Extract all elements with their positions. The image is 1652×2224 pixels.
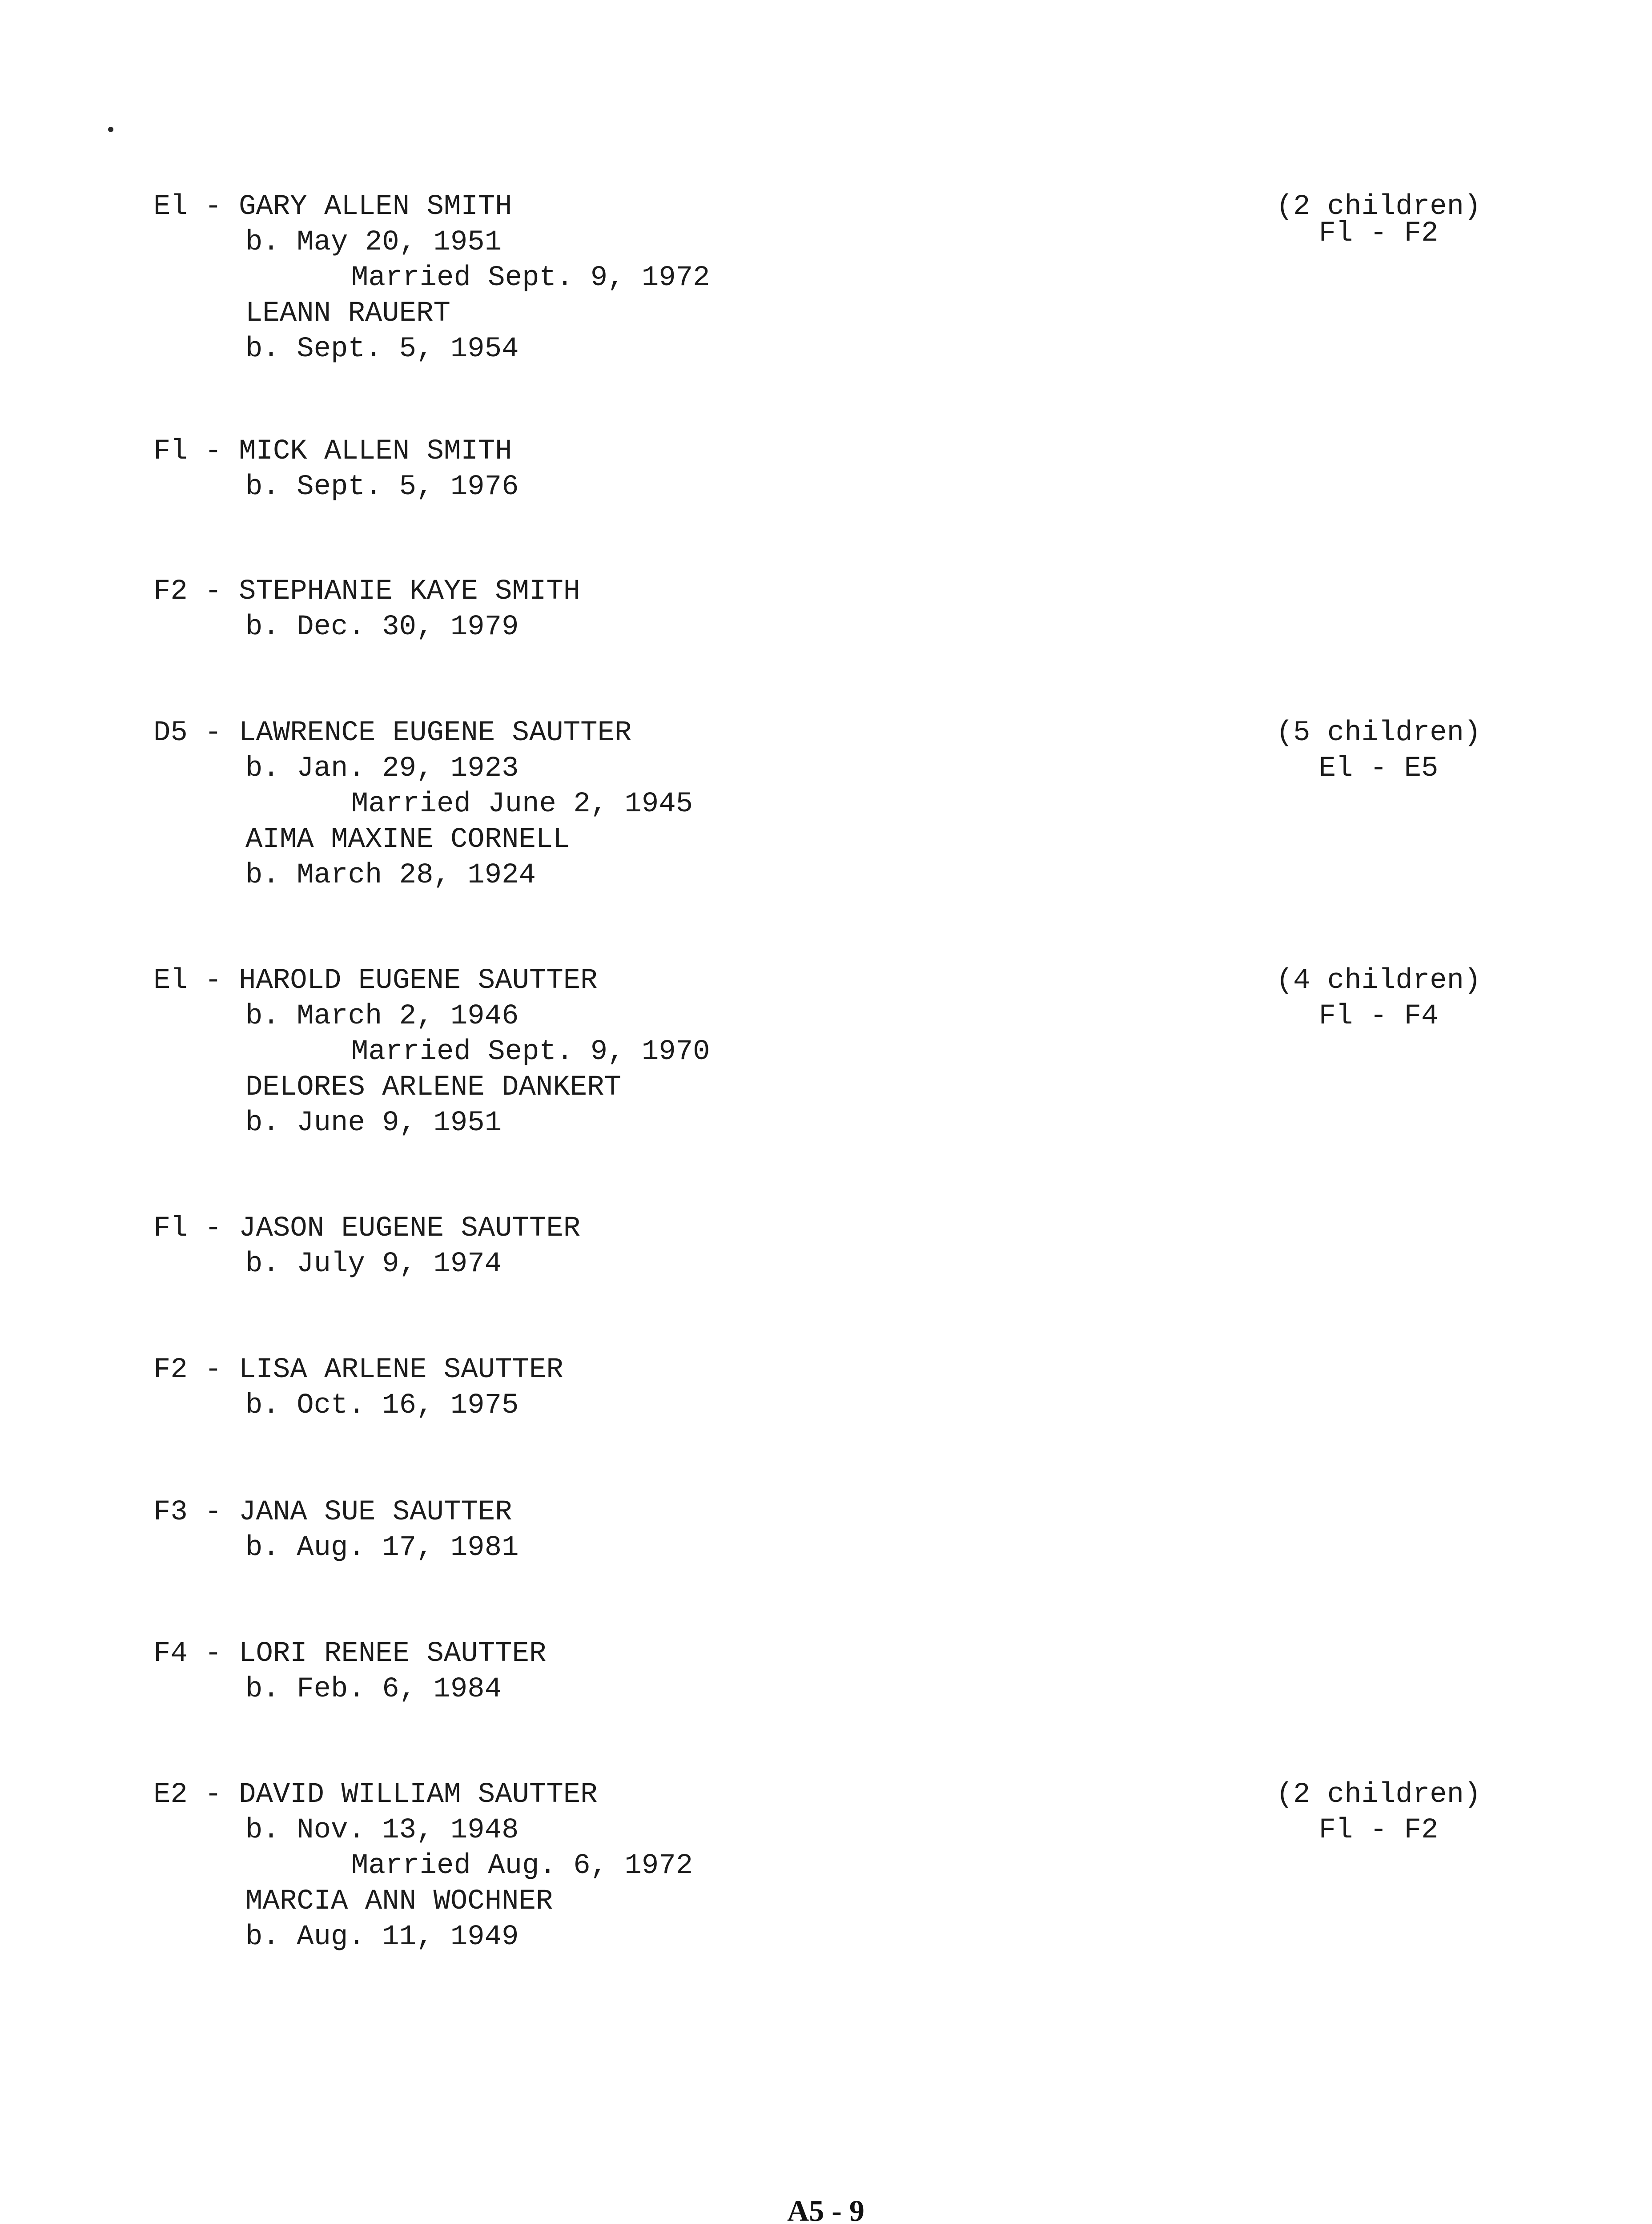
page-number: A5 - 9 (787, 2194, 864, 2224)
spouse-name: MARCIA ANN WOCHNER (245, 1886, 553, 1918)
entry-heading: Fl - JASON EUGENE SAUTTER (153, 1213, 581, 1245)
spouse-birth-date: b. Aug. 11, 1949 (245, 1921, 519, 1953)
entry-heading: El - GARY ALLEN SMITH (153, 191, 512, 223)
entry-heading: Fl - MICK ALLEN SMITH (153, 435, 512, 467)
entry-heading: E2 - DAVID WILLIAM SAUTTER (153, 1779, 598, 1811)
birth-date: b. Dec. 30, 1979 (245, 611, 519, 643)
children-count: (2 children) (1276, 191, 1481, 223)
birth-date: b. Feb. 6, 1984 (245, 1673, 502, 1705)
entry-heading: F2 - STEPHANIE KAYE SMITH (153, 576, 581, 608)
children-range: El - E5 (1318, 753, 1439, 785)
entry-heading: F2 - LISA ARLENE SAUTTER (153, 1354, 563, 1386)
birth-date: b. Oct. 16, 1975 (245, 1390, 519, 1422)
stray-dot-mark (108, 127, 113, 132)
spouse-name: DELORES ARLENE DANKERT (245, 1072, 621, 1104)
marriage-date: Married Sept. 9, 1970 (351, 1036, 710, 1068)
entry-heading: El - HAROLD EUGENE SAUTTER (153, 965, 598, 997)
spouse-birth-date: b. Sept. 5, 1954 (245, 333, 519, 365)
children-count: (5 children) (1276, 717, 1481, 749)
children-range: Fl - F4 (1318, 1000, 1439, 1032)
birth-date: b. Aug. 17, 1981 (245, 1532, 519, 1564)
birth-date: b. July 9, 1974 (245, 1248, 502, 1280)
entry-heading: F3 - JANA SUE SAUTTER (153, 1496, 512, 1528)
spouse-name: LEANN RAUERT (245, 298, 450, 330)
children-range: Fl - F2 (1318, 1814, 1439, 1846)
entry-heading: D5 - LAWRENCE EUGENE SAUTTER (153, 717, 632, 749)
birth-date: b. Jan. 29, 1923 (245, 753, 519, 785)
children-count: (4 children) (1276, 965, 1481, 997)
birth-date: b. Nov. 13, 1948 (245, 1814, 519, 1846)
birth-date: b. March 2, 1946 (245, 1000, 519, 1032)
spouse-name: AIMA MAXINE CORNELL (245, 824, 570, 856)
spouse-birth-date: b. March 28, 1924 (245, 859, 536, 891)
children-count: (2 children) (1276, 1779, 1481, 1811)
marriage-date: Married Aug. 6, 1972 (351, 1850, 693, 1882)
marriage-date: Married June 2, 1945 (351, 788, 693, 820)
spouse-birth-date: b. June 9, 1951 (245, 1107, 502, 1139)
entry-heading: F4 - LORI RENEE SAUTTER (153, 1638, 547, 1670)
marriage-date: Married Sept. 9, 1972 (351, 262, 710, 294)
birth-date: b. Sept. 5, 1976 (245, 471, 519, 503)
birth-date: b. May 20, 1951 (245, 226, 502, 258)
children-range: Fl - F2 (1318, 218, 1439, 250)
